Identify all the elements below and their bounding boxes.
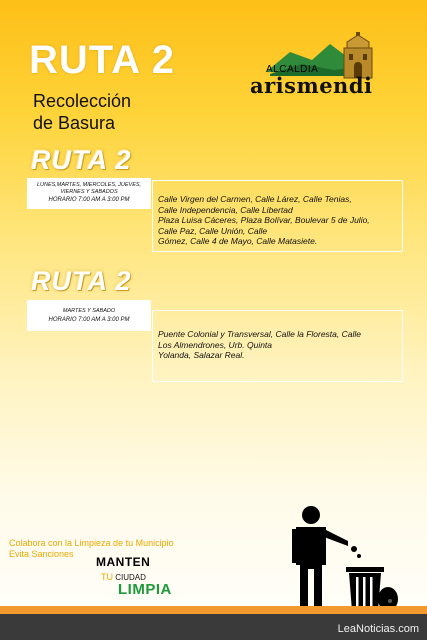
route-2-street-line: Puente Colonial y Transversal, Calle la Floresta, Calle (158, 329, 361, 339)
ciudad-text: CIUDAD (115, 573, 146, 582)
page-subtitle (33, 90, 131, 134)
route-2-street-line: Los Almendrones, Urb. Quinta (158, 339, 273, 350)
logo-alcaldia-text: ALCALDIA (266, 64, 319, 75)
logo-name-text: arismendi (250, 73, 373, 98)
route-2-days: MARTES Y SABADO (62, 308, 116, 314)
footer-orange-bar (0, 606, 427, 614)
route-1-street-line: Calle Virgen del Carmen, Calle Lárez, Calle Tenias, (158, 194, 352, 204)
watermark-text: LeaNoticias.com (337, 623, 419, 635)
route-1-hours: HORARIO 7:00 AM A 3:00 PM (48, 197, 130, 203)
subtitle-line-1: Recolección (33, 91, 132, 111)
tu-text: TU (101, 572, 113, 582)
route-1-street-line: Calle Independencia, Calle Libertad (158, 204, 293, 215)
route-1-schedule-box (27, 178, 151, 209)
route-1-street-line: Gómez, Calle 4 de Mayo, Calle Matasiete. (158, 236, 318, 246)
route-1-street-line: Calle Paz, Calle Unión, Calle (158, 225, 268, 236)
route-1-street-line: Plaza Luisa Cáceres, Plaza Bolívar, Boulevar 5 de Julio, (158, 215, 370, 225)
route-1-streets (158, 194, 370, 247)
subtitle-line-2: de Basura (33, 113, 116, 133)
page-title: RUTA 2 (29, 38, 175, 82)
person-throwing-trash-icon (286, 503, 406, 615)
route-1-days: LUNES,MARTES, MIERCOLES, JUEVES, VIERNES Y SABADOS (36, 182, 142, 195)
manten-text: MANTEN (96, 555, 151, 569)
route-2-schedule-box (27, 300, 151, 331)
route-2-label: RUTA 2 (31, 266, 132, 296)
route-2-streets (158, 329, 361, 361)
trash-can-icon (346, 567, 398, 611)
route-2-hours: HORARIO 7:00 AM A 3:00 PM (48, 316, 130, 323)
sanctions-text: Evita Sanciones (9, 549, 74, 559)
route-1-label: RUTA 2 (31, 145, 132, 175)
route-2-street-line: Yolanda, Salazar Real. (158, 350, 245, 360)
limpia-text: LIMPIA (118, 581, 172, 598)
collaborate-text: Colabora con la Limpieza de tu Municipio (9, 538, 174, 548)
